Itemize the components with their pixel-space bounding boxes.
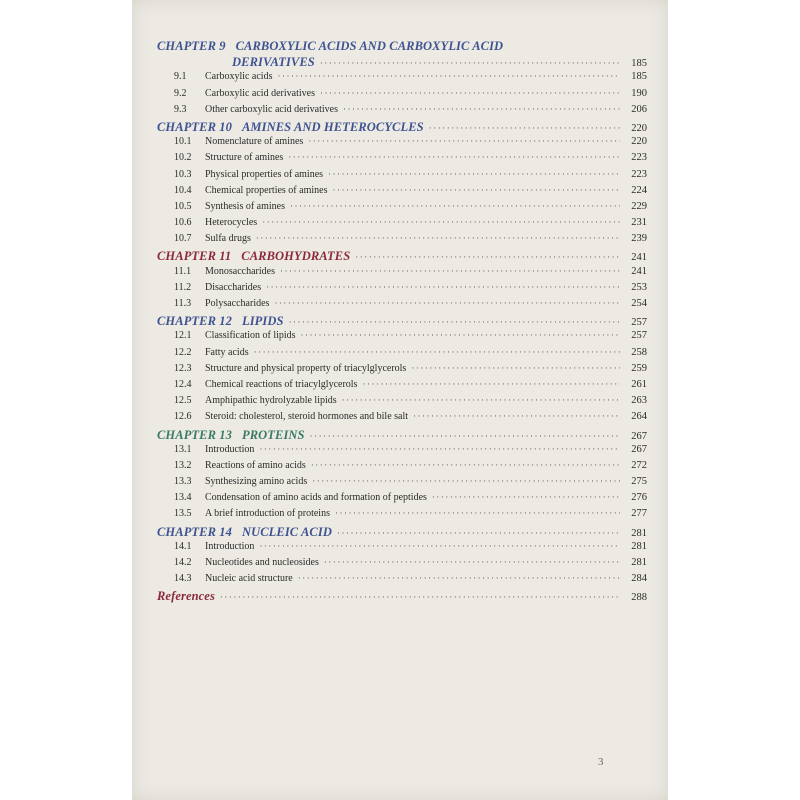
page-ref: 261 (631, 378, 647, 390)
chapter-title: References (157, 589, 215, 604)
chapter-title: NUCLEIC ACID (241, 524, 332, 539)
chapter-number: CHAPTER 14 (157, 524, 232, 539)
section-number: 10.7 (174, 233, 192, 245)
dot-leader (220, 592, 620, 602)
section-number: 9.3 (174, 103, 187, 115)
page-ref: 257 (631, 317, 647, 329)
section-title: Other carboxylic acid derivatives (205, 103, 338, 115)
toc-section-row (157, 136, 647, 152)
section-number: 11.1 (174, 265, 192, 277)
section-title: Condensation of amino acids and formation of peptides (205, 492, 427, 504)
dot-leader (311, 460, 620, 470)
section-title: Fatty acids (205, 346, 249, 358)
section-number: 13.5 (174, 508, 192, 520)
page-ref: 275 (631, 476, 647, 488)
section-number: 14.1 (174, 540, 192, 552)
section-title: Disaccharides (205, 281, 262, 293)
section-number: 13.3 (174, 476, 192, 488)
toc-chapter-row (157, 428, 647, 444)
page-ref: 241 (631, 252, 647, 264)
toc-section-row (157, 541, 647, 557)
dot-leader (254, 347, 620, 357)
section-title: Chemical properties of amines (205, 184, 328, 196)
chapter-title: DERIVATIVES (232, 55, 315, 70)
dot-leader (362, 379, 620, 389)
section-title: Polysaccharides (205, 298, 270, 309)
toc-section-row (157, 347, 647, 363)
section-title: Classification of lipids (205, 330, 296, 342)
section-number: 10.1 (174, 136, 192, 148)
toc-section-row (157, 492, 647, 508)
toc-chapter-continuation (157, 55, 647, 71)
section-number: 10.2 (174, 152, 192, 164)
toc-section-row (157, 88, 647, 104)
page-ref: 267 (631, 443, 647, 455)
page-ref: 253 (631, 281, 647, 293)
toc-section-row (157, 557, 647, 573)
dot-leader (298, 573, 620, 583)
page-ref: 223 (631, 168, 647, 180)
dot-leader (355, 252, 620, 262)
section-number: 12.5 (174, 395, 192, 407)
toc-section-row (157, 363, 647, 379)
section-number: 10.6 (174, 217, 192, 229)
section-title: Reactions of amino acids (205, 459, 306, 471)
page-ref: 258 (631, 346, 647, 358)
page-ref: 281 (631, 557, 647, 568)
section-title: Heterocycles (205, 217, 258, 229)
section-number: 12.1 (174, 330, 192, 342)
toc-chapter-row (157, 314, 647, 330)
page-ref: 263 (631, 395, 647, 407)
dot-leader (290, 201, 620, 211)
section-number: 10.4 (174, 184, 192, 196)
toc-section-row (157, 298, 647, 314)
toc-chapter-row (157, 525, 647, 541)
page-ref: 220 (631, 136, 647, 148)
page-ref: 264 (631, 411, 647, 423)
toc-section-row (157, 460, 647, 476)
page-ref: 284 (631, 573, 647, 585)
page-ref: 281 (631, 527, 647, 539)
dot-leader (277, 71, 620, 81)
page-ref: 241 (631, 265, 647, 277)
toc-section-row (157, 217, 647, 233)
dot-leader (256, 233, 620, 243)
dot-leader (274, 298, 620, 308)
dot-leader (308, 136, 620, 146)
section-number: 14.2 (174, 557, 192, 568)
section-number: 12.2 (174, 346, 192, 358)
section-title: Nomenclature of amines (205, 136, 304, 148)
toc-section-row (157, 330, 647, 346)
chapter-title: PROTEINS (241, 427, 305, 442)
dot-leader (310, 431, 620, 441)
dot-leader (280, 266, 620, 276)
dot-leader (337, 528, 620, 538)
dot-leader (342, 395, 620, 405)
toc-section-row (157, 508, 647, 524)
toc-section-row (157, 395, 647, 411)
toc-section-row (157, 201, 647, 217)
page-ref: 220 (631, 122, 647, 134)
page-ref: 277 (631, 508, 647, 520)
toc-section-row (157, 266, 647, 282)
chapter-title: CARBOXYLIC ACIDS AND CARBOXYLIC ACID (235, 39, 504, 53)
page-ref: 272 (631, 459, 647, 471)
toc-section-row (157, 444, 647, 460)
section-title: Synthesis of amines (205, 200, 285, 212)
section-number: 13.4 (174, 492, 192, 504)
section-title: Carboxylic acid derivatives (205, 87, 315, 99)
section-title: A brief introduction of proteins (205, 508, 330, 520)
page-ref: 288 (631, 592, 647, 604)
section-number: 10.5 (174, 200, 192, 212)
section-number: 13.1 (174, 443, 192, 455)
chapter-title: LIPIDS (241, 314, 284, 329)
toc-section-row (157, 379, 647, 395)
page-ref: 229 (631, 200, 647, 212)
section-title: Chemical reactions of triacylglycerols (205, 378, 358, 390)
toc-chapter-row (157, 39, 647, 55)
toc-section-row (157, 573, 647, 589)
toc-chapter-row (157, 120, 647, 136)
section-title: Nucleic acid structure (205, 573, 293, 585)
toc-section-row (157, 476, 647, 492)
page-ref: 267 (631, 430, 647, 442)
section-title: Nucleotides and nucleosides (205, 557, 319, 568)
page-ref: 185 (631, 71, 647, 83)
toc-chapter-row (157, 589, 647, 605)
section-title: Introduction (205, 443, 255, 455)
page-ref: 206 (631, 103, 647, 115)
toc-section-row (157, 185, 647, 201)
chapter-number: CHAPTER 12 (157, 314, 232, 329)
section-title: Carboxylic acids (205, 71, 273, 83)
section-number: 13.2 (174, 459, 192, 471)
dot-leader (343, 104, 620, 114)
section-title: Amphipathic hydrolyzable lipids (205, 395, 337, 407)
toc-section-row (157, 169, 647, 185)
toc-section-row (157, 282, 647, 298)
toc-section-row (157, 71, 647, 87)
page-ref: 224 (631, 184, 647, 196)
toc-section-row (157, 233, 647, 249)
chapter-number: CHAPTER 9 (157, 39, 226, 53)
chapter-title: CARBOHYDRATES (241, 249, 351, 264)
section-number: 11.3 (174, 298, 192, 309)
dot-leader (324, 557, 620, 567)
dot-leader (301, 330, 620, 340)
section-number: 12.4 (174, 378, 192, 390)
section-title: Monosaccharides (205, 265, 275, 277)
section-title: Physical properties of amines (205, 168, 324, 180)
section-title: Introduction (205, 540, 255, 552)
dot-leader (328, 169, 620, 179)
dot-leader (429, 123, 620, 133)
dot-leader (312, 476, 620, 486)
dot-leader (259, 444, 620, 454)
section-number: 9.2 (174, 87, 187, 99)
chapter-number: CHAPTER 11 (157, 249, 232, 264)
dot-leader (411, 363, 620, 373)
dot-leader (335, 508, 620, 518)
page-ref: 231 (631, 217, 647, 229)
section-title: Synthesizing amino acids (205, 476, 308, 488)
table-of-contents (157, 39, 647, 606)
page-ref: 257 (631, 330, 647, 342)
page-ref: 259 (631, 362, 647, 374)
dot-leader (332, 185, 620, 195)
toc-section-row (157, 104, 647, 120)
section-title: Steroid: cholesterol, steroid hormones and bile salt (205, 411, 409, 423)
page-ref: 239 (631, 233, 647, 245)
chapter-number: CHAPTER 13 (157, 427, 232, 442)
page-ref: 185 (631, 58, 647, 70)
toc-section-row (157, 411, 647, 427)
section-number: 12.6 (174, 411, 192, 423)
dot-leader (266, 282, 620, 292)
page-ref: 276 (631, 492, 647, 504)
book-page (132, 0, 668, 800)
section-number: 12.3 (174, 362, 192, 374)
dot-leader (259, 541, 620, 551)
chapter-title: AMINES AND HETEROCYCLES (241, 119, 424, 134)
toc-chapter-row (157, 249, 647, 265)
dot-leader (432, 492, 620, 502)
section-title: Sulfa drugs (205, 233, 251, 245)
section-number: 14.3 (174, 573, 192, 585)
dot-leader (413, 411, 620, 421)
chapter-number: CHAPTER 10 (157, 119, 232, 134)
dot-leader (320, 58, 620, 68)
page-ref: 223 (631, 152, 647, 164)
page-number: 3 (598, 756, 604, 768)
page-ref: 254 (631, 298, 647, 309)
section-title: Structure and physical property of triacylglycerols (205, 362, 407, 374)
section-number: 10.3 (174, 168, 192, 180)
toc-section-row (157, 152, 647, 168)
section-number: 11.2 (174, 281, 192, 293)
page-ref: 190 (631, 87, 647, 99)
dot-leader (289, 317, 620, 327)
dot-leader (320, 88, 620, 98)
dot-leader (288, 152, 620, 162)
page-ref: 281 (631, 540, 647, 552)
section-number: 9.1 (174, 71, 187, 83)
dot-leader (262, 217, 620, 227)
section-title: Structure of amines (205, 152, 284, 164)
